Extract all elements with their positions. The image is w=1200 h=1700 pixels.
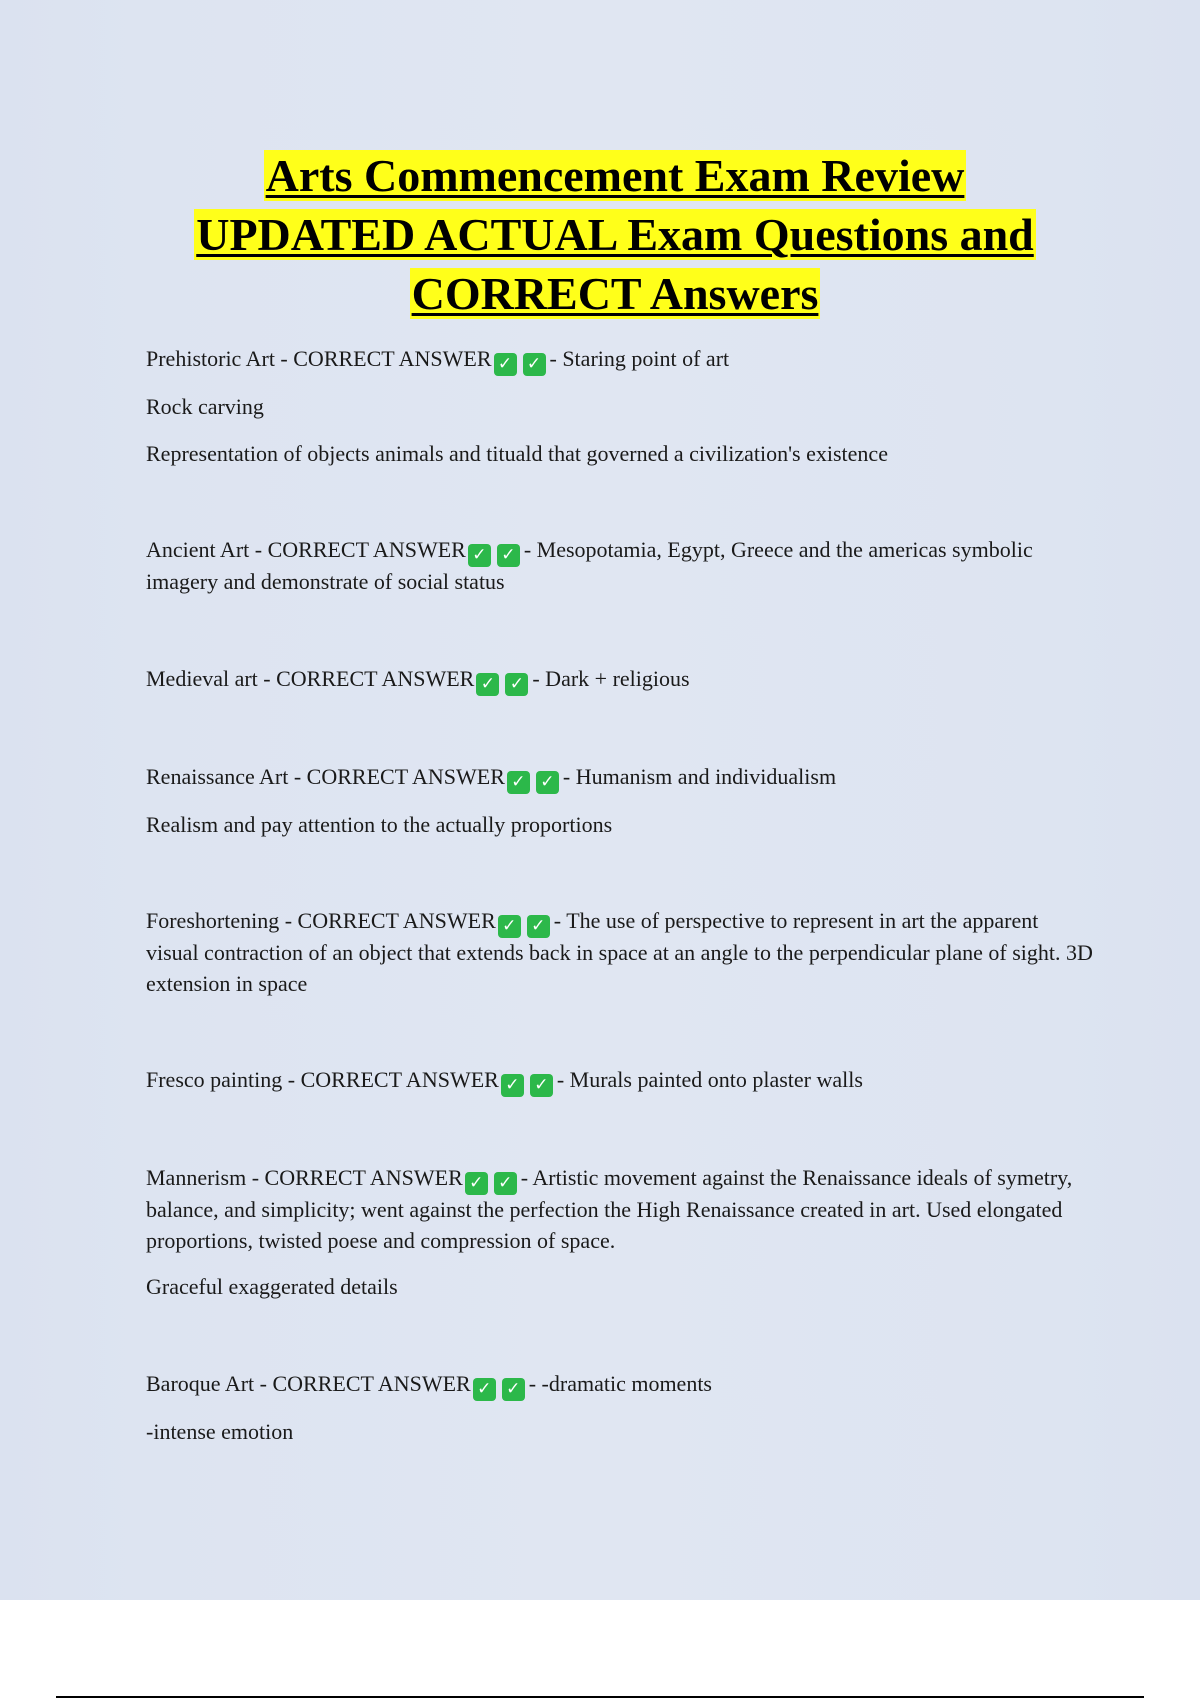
entry-term: Fresco painting - CORRECT ANSWER [146, 1067, 499, 1092]
document-title [140, 146, 1090, 323]
check-mark-icon: ✓ [527, 915, 550, 938]
entry-answer: - Murals painted onto plaster walls [556, 1067, 863, 1092]
qa-entry-medieval-art [146, 664, 1096, 696]
entry-answer: - Humanism and individualism [562, 763, 837, 789]
check-mark-icon: ✓ [473, 1378, 496, 1401]
qa-entry-ancient-art [146, 535, 1096, 598]
entry-term: Ancient Art - CORRECT ANSWER [146, 537, 466, 562]
qa-entry-renaissance-art [146, 762, 1096, 794]
qa-entry-mannerism [146, 1163, 1096, 1256]
entry-extra-line: -intense emotion [146, 1418, 294, 1444]
title-line-3: CORRECT Answers [411, 268, 819, 319]
entry-answer: - Dark + religious [532, 665, 690, 691]
check-mark-icon: ✓ [476, 673, 499, 696]
entry-term: Baroque Art - CORRECT ANSWER [146, 1370, 471, 1396]
qa-entry-prehistoric-art [146, 344, 1096, 376]
check-mark-icon: ✓ [494, 1172, 517, 1195]
entry-answer: - Mesopotamia, Egypt, Greece and the americas symbolic imagery and demonstrate of social status [146, 537, 1033, 594]
qa-entry-fresco-painting [146, 1065, 1096, 1097]
check-mark-icon: ✓ [497, 544, 520, 567]
check-mark-icon: ✓ [498, 915, 521, 938]
entry-answer: - -dramatic moments [528, 1370, 712, 1396]
check-mark-icon: ✓ [530, 1074, 553, 1097]
check-mark-icon: ✓ [523, 353, 546, 376]
entry-term: Renaissance Art - CORRECT ANSWER [146, 763, 505, 789]
entry-extra-line: Graceful exaggerated details [146, 1274, 398, 1299]
entry-term: Medieval art - CORRECT ANSWER [146, 665, 475, 691]
check-mark-icon: ✓ [507, 771, 530, 794]
check-mark-icon: ✓ [536, 771, 559, 794]
footer-divider [56, 1696, 1144, 1698]
entry-extra-line: Realism and pay attention to the actually proportions [146, 811, 613, 837]
check-mark-icon: ✓ [494, 353, 517, 376]
entry-term: Prehistoric Art - CORRECT ANSWER [146, 346, 492, 371]
entry-answer: - Artistic movement against the Renaissance ideals of symetry, balance, and simplicity; went against the perfection the High Renaissance created in art. Used elongated proportions, twisted poese and compression of space. [146, 1165, 1073, 1253]
entry-term: Foreshortening - CORRECT ANSWER [146, 908, 496, 933]
check-mark-icon: ✓ [465, 1172, 488, 1195]
check-mark-icon: ✓ [505, 673, 528, 696]
title-line-1: Arts Commencement Exam Review [265, 150, 965, 201]
entry-term: Mannerism - CORRECT ANSWER [146, 1165, 463, 1190]
title-line-2: UPDATED ACTUAL Exam Questions and [196, 209, 1034, 260]
check-mark-icon: ✓ [501, 1074, 524, 1097]
check-mark-icon: ✓ [468, 544, 491, 567]
qa-entry-foreshortening [146, 906, 1096, 999]
qa-entry-baroque-art [146, 1369, 1096, 1401]
qa-list [146, 344, 1096, 1447]
entry-extra-line: Rock carving [146, 394, 264, 419]
entry-answer: - Staring point of art [549, 346, 730, 371]
entry-extra-line: Representation of objects animals and tituald that governed a civilization's existence [146, 440, 888, 466]
check-mark-icon: ✓ [502, 1378, 525, 1401]
entry-answer: - The use of perspective to represent in art the apparent visual contraction of an object that extends back in space at an angle to the perpendicular plane of sight. 3D extension in space [146, 908, 1093, 996]
